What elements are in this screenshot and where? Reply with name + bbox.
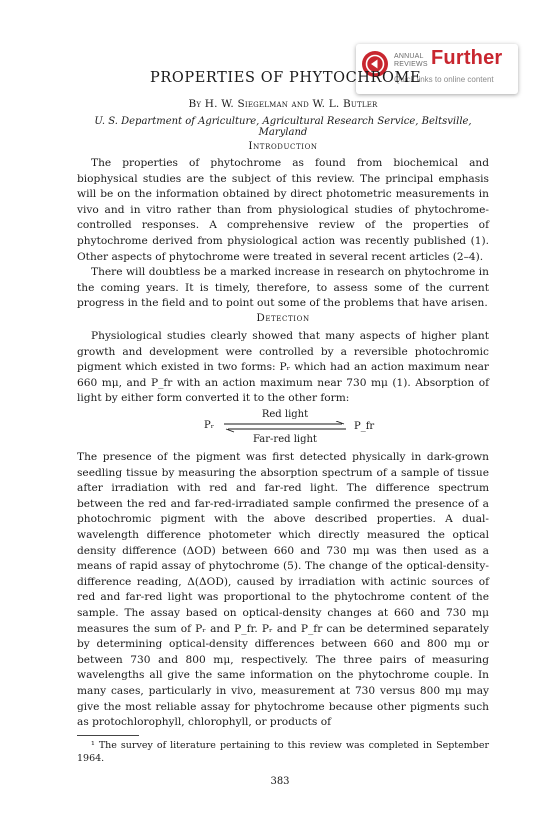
section-heading-detection: Detection — [256, 312, 310, 324]
equation-red-light-label: Red light — [261, 409, 309, 420]
banner-annual-text: ANNUAL — [394, 53, 424, 60]
article-title: PROPERTIES OF PHYTOCHROME — [150, 70, 422, 86]
equation-pfr-label: P_fr — [354, 421, 375, 432]
introduction-body — [77, 156, 489, 312]
photoconversion-equation — [204, 409, 375, 445]
footnote-text: ¹ The survey of literature pertaining to this review was completed in September 1964. — [77, 740, 489, 764]
footnote-block — [77, 739, 489, 765]
section-heading-introduction: Introduction — [248, 140, 318, 152]
detection-paragraph-2: The presence of the pigment was first detected physically in dark-grown seedling tissue by measuring the absorption spectrum of a sample of tissue after irradiation with red and far-red light. The difference spectrum between the red and far-red-irradiated sample confirmed the presence of a photochromic pigment with the above described properties. A dual-wavelength difference photometer which directly measured the optical density difference (ΔOD) between 660 and 730 mμ was then used as a means of rapid assay of phytochrome (5). The change of the optical-density-difference reading, Δ(ΔOD), caused by irradiation with actinic sources of red and far-red light was proportional to the phytochrome content of the sample. The assay based on optical-density changes at 660 and 730 mμ measures the sum of Pᵣ and P_fr. Pᵣ and P_fr can be determined separately by determining optical-density differences between 660 and 800 mμ or between 730 and 800 mμ, respectively. The three pairs of measuring wavelengths all give the same information on the phytochrome couple. In many cases, particularly in vivo, measurement at 730 versus 800 mμ may give the most reliable assay for phytochrome because other pigments such as protochlorophyll, chlorophyll, or products of — [77, 451, 489, 729]
banner-further-text: Further — [431, 47, 503, 69]
reversible-arrows-icon — [220, 421, 350, 433]
banner-tagline: Quick links to online content — [394, 75, 494, 84]
equation-far-red-light-label: Far-red light — [253, 434, 317, 445]
author-affiliation: U. S. Department of Agriculture, Agricultural Research Service, Beltsville, Maryland — [94, 116, 472, 138]
detection-body-2 — [77, 450, 489, 731]
footnote-divider — [77, 735, 139, 736]
introduction-paragraph-1: The properties of phytochrome as found from biochemical and biophysical studies are the subject of this review. The principal emphasis will be on the information obtained by direct photometric measurements in vivo and in vitro rather than from physiological studies of phytochrome-controlled responses. A comprehensive review of the properties of phytochrome derived from physiological action was recently published (1). Other aspects of phytochrome were treated in several recent articles (2–4). — [77, 157, 489, 263]
annual-reviews-further-banner[interactable] — [356, 44, 518, 94]
detection-paragraph-1: Physiological studies clearly showed that many aspects of higher plant growth and development were controlled by a reversible photochromic pigment which existed in two forms: Pᵣ which had an action maximum near 660 mμ, and P_fr with an action maximum near 730 mμ (1). Absorption of light by either form converted it to the other form: — [77, 330, 489, 405]
page-number: 383 — [270, 776, 290, 787]
introduction-paragraph-2: There will doubtless be a marked increase in research on phytochrome in the coming years. It is timely, therefore, to assess some of the current progress in the field and to point out some of the problems that have arisen. — [77, 266, 489, 310]
banner-reviews-text: REVIEWS — [394, 61, 428, 68]
detection-body-1 — [77, 329, 489, 407]
article-authors — [77, 98, 489, 110]
authors-text: By H. W. Siegelman and W. L. Butler — [188, 98, 378, 110]
equation-pr-label: Pᵣ — [204, 420, 215, 431]
